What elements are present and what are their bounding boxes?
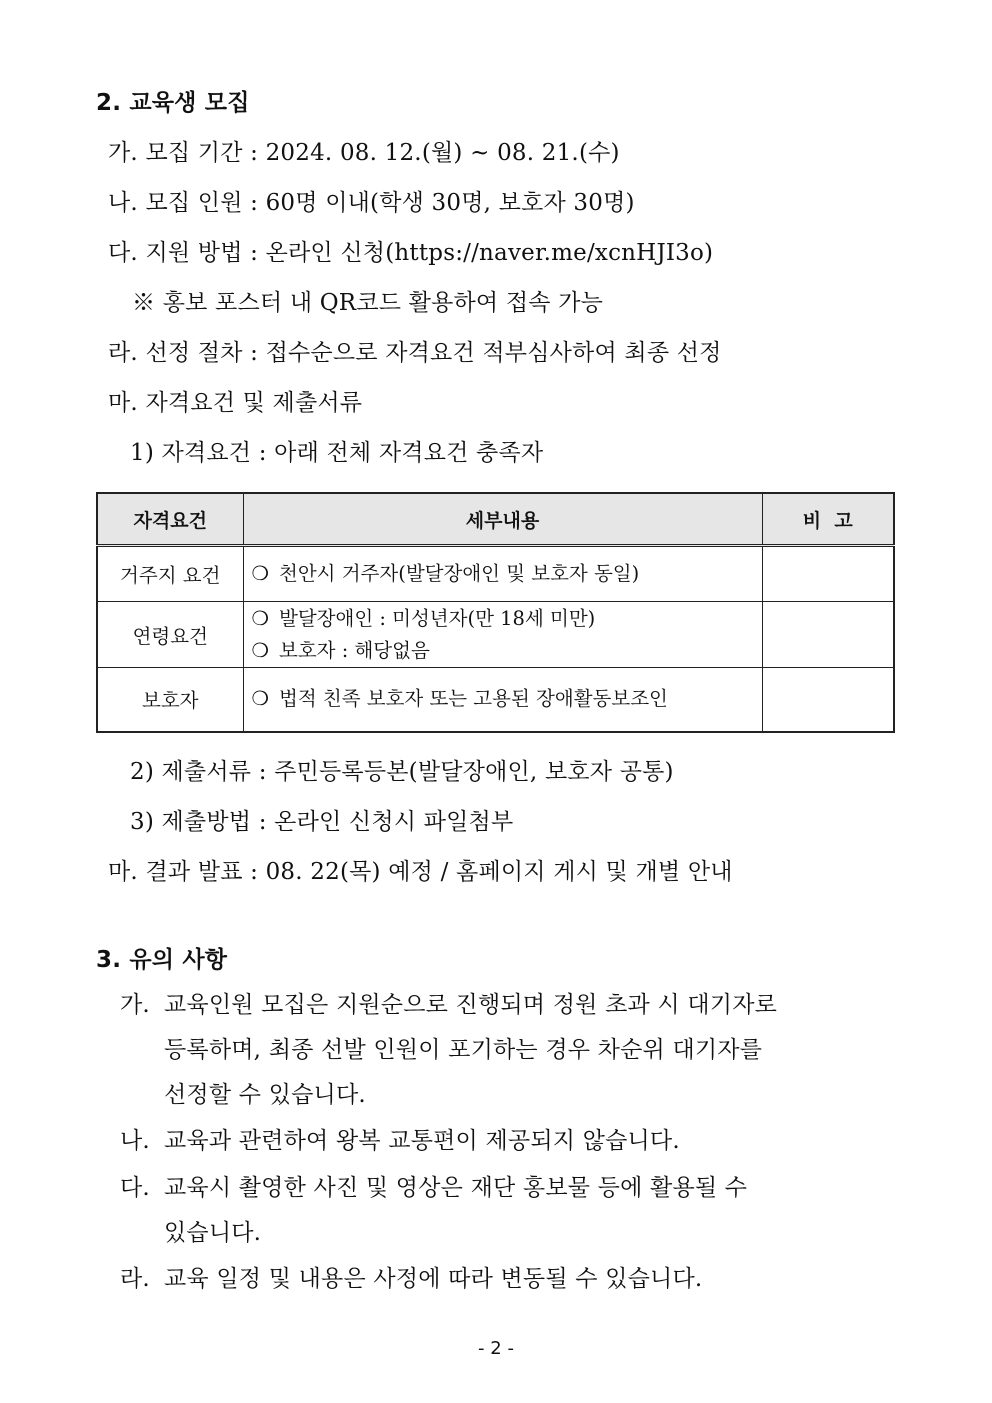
requirements-sub-1: 1) 자격요건 : 아래 전체 자격요건 충족자 xyxy=(130,440,544,466)
row-note xyxy=(762,668,894,732)
detail-line: ❍ 보호자 : 해당없음 xyxy=(252,635,754,667)
page-number: - 2 - xyxy=(478,1338,514,1359)
requirements-sub-2: 2) 제출서류 : 주민등록등본(발달장애인, 보호자 공통) xyxy=(130,759,674,785)
selection-procedure: 라. 선정 절차 : 접수순으로 자격요건 적부심사하여 최종 선정 xyxy=(108,340,722,366)
header-note: 비 고 xyxy=(762,493,894,546)
row-note xyxy=(762,602,894,668)
table-row xyxy=(97,602,894,668)
detail-line: ❍ 법적 친족 보호자 또는 고용된 장애활동보조인 xyxy=(252,683,754,715)
notice-c-line-2: 있습니다. xyxy=(164,1220,262,1246)
row-detail xyxy=(243,668,762,732)
requirements-table xyxy=(96,492,895,733)
notice-c-marker: 다. xyxy=(120,1175,150,1201)
notice-b-line-1: 교육과 관련하여 왕복 교통편이 제공되지 않습니다. xyxy=(164,1128,680,1154)
notice-a-line-2: 등록하며, 최종 선발 인원이 포기하는 경우 차순위 대기자를 xyxy=(164,1037,763,1063)
notice-a-marker: 가. xyxy=(120,992,150,1018)
notice-a-line-1: 교육인원 모집은 지원순으로 진행되며 정원 초과 시 대기자로 xyxy=(164,992,778,1018)
detail-line: ❍ 발달장애인 : 미성년자(만 18세 미만) xyxy=(252,603,754,635)
notice-d-line-1: 교육 일정 및 내용은 사정에 따라 변동될 수 있습니다. xyxy=(164,1266,703,1292)
row-category: 보호자 xyxy=(97,668,243,732)
detail-line: ❍ 천안시 거주자(발달장애인 및 보호자 동일) xyxy=(252,558,754,590)
requirements-title: 마. 자격요건 및 제출서류 xyxy=(108,390,363,416)
header-requirement: 자격요건 xyxy=(97,493,243,546)
result-announcement: 마. 결과 발표 : 08. 22(목) 예정 / 홈페이지 게시 및 개별 안내 xyxy=(108,859,733,885)
circle-bullet-icon: ❍ xyxy=(251,562,269,585)
notice-a-line-3: 선정할 수 있습니다. xyxy=(164,1082,366,1108)
row-detail xyxy=(243,546,762,602)
notice-b-marker: 나. xyxy=(120,1128,150,1154)
requirements-sub-3: 3) 제출방법 : 온라인 신청시 파일첨부 xyxy=(130,809,514,835)
table-row xyxy=(97,668,894,732)
recruit-people: 나. 모집 인원 : 60명 이내(학생 30명, 보호자 30명) xyxy=(108,190,635,216)
row-category: 연령요건 xyxy=(97,602,243,668)
notice-d-marker: 라. xyxy=(120,1266,150,1292)
section-3-heading: 3. 유의 사항 xyxy=(96,947,228,973)
circle-bullet-icon: ❍ xyxy=(251,638,269,662)
notice-c-line-1: 교육시 촬영한 사진 및 영상은 재단 홍보물 등에 활용될 수 xyxy=(164,1175,748,1201)
table-row xyxy=(97,546,894,602)
header-detail: 세부내용 xyxy=(243,493,762,546)
row-category: 거주지 요건 xyxy=(97,546,243,602)
recruit-period: 가. 모집 기간 : 2024. 08. 12.(월) ~ 08. 21.(수) xyxy=(108,140,620,166)
table-header-row xyxy=(97,493,894,546)
row-detail xyxy=(243,602,762,668)
row-note xyxy=(762,546,894,602)
circle-bullet-icon: ❍ xyxy=(251,687,269,711)
qr-note: ※ 홍보 포스터 내 QR코드 활용하여 접속 가능 xyxy=(132,290,604,316)
circle-bullet-icon: ❍ xyxy=(251,606,269,630)
apply-method: 다. 지원 방법 : 온라인 신청(https://naver.me/xcnHJI3o) xyxy=(108,240,714,266)
section-2-heading: 2. 교육생 모집 xyxy=(96,90,250,116)
